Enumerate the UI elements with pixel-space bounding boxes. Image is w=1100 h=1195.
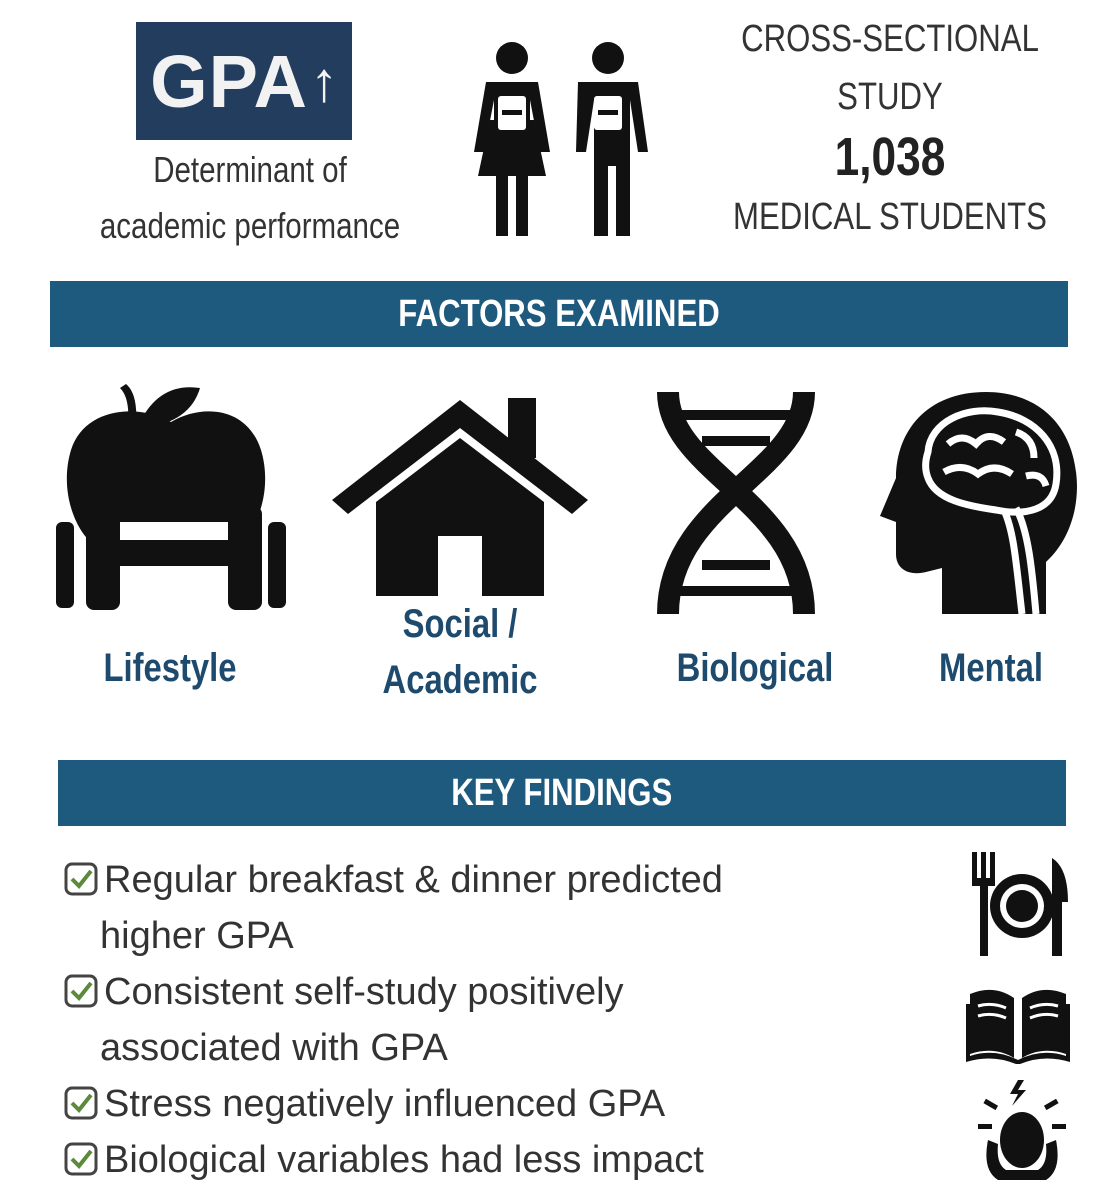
- factor-label-biological-text: Biological: [676, 646, 834, 690]
- finding-1-line2: higher GPA: [100, 915, 294, 957]
- factor-label-social: [350, 596, 570, 708]
- factors-banner: [50, 281, 1068, 347]
- study-population: MEDICAL STUDENTS: [733, 196, 1047, 238]
- factor-label-social-line2: Academic: [382, 658, 538, 702]
- checkbox-checked-icon: [64, 1086, 98, 1120]
- study-info: [690, 10, 1090, 246]
- finding-item-4: [64, 1132, 824, 1188]
- factor-label-mental-text: Mental: [939, 646, 1043, 690]
- factor-label-biological: [650, 640, 860, 696]
- factor-label-lifestyle-text: Lifestyle: [103, 646, 237, 690]
- factor-label-lifestyle: [60, 640, 280, 696]
- checkbox-checked-icon: [64, 974, 98, 1008]
- apple-dumbbell-icon: [56, 382, 286, 612]
- finding-item-2: [64, 964, 824, 1020]
- finding-2-line1: Consistent self-study positively: [104, 971, 624, 1013]
- brain-head-icon: [876, 392, 1080, 614]
- plate-cutlery-icon: [970, 852, 1068, 956]
- gpa-caption-line1: Determinant of: [153, 149, 347, 190]
- checkbox-checked-icon: [64, 862, 98, 896]
- finding-1-line2-row: [64, 908, 824, 964]
- finding-item-3: [64, 1076, 824, 1132]
- factor-label-social-line1: Social /: [402, 602, 518, 646]
- study-count: 1,038: [834, 127, 946, 187]
- factor-label-mental: [886, 640, 1096, 696]
- factors-title: FACTORS EXAMINED: [398, 292, 720, 335]
- stress-head-icon: [974, 1080, 1070, 1180]
- findings-list: [64, 852, 824, 1188]
- finding-1-line1: Regular breakfast & dinner predicted: [104, 859, 723, 901]
- checkbox-checked-icon: [64, 1142, 98, 1176]
- gpa-badge: [136, 22, 352, 140]
- findings-title: KEY FINDINGS: [451, 771, 673, 814]
- study-type-line2: STUDY: [837, 76, 943, 118]
- open-book-icon: [966, 984, 1070, 1064]
- finding-4-line1: Biological variables had less impact: [104, 1139, 704, 1181]
- findings-banner: [58, 760, 1066, 826]
- house-icon: [332, 390, 588, 600]
- finding-item-1: [64, 852, 824, 908]
- students-icon: [460, 40, 660, 240]
- finding-2-line2-row: [64, 1020, 824, 1076]
- dna-icon: [650, 392, 822, 614]
- study-type-line1: CROSS-SECTIONAL: [741, 18, 1039, 60]
- finding-2-line2: associated with GPA: [100, 1027, 448, 1069]
- up-arrow-icon: ↑: [309, 49, 338, 113]
- gpa-caption: [30, 142, 470, 254]
- gpa-caption-line2: academic performance: [99, 205, 401, 246]
- finding-3-line1: Stress negatively influenced GPA: [104, 1083, 666, 1125]
- gpa-label: GPA: [150, 39, 308, 123]
